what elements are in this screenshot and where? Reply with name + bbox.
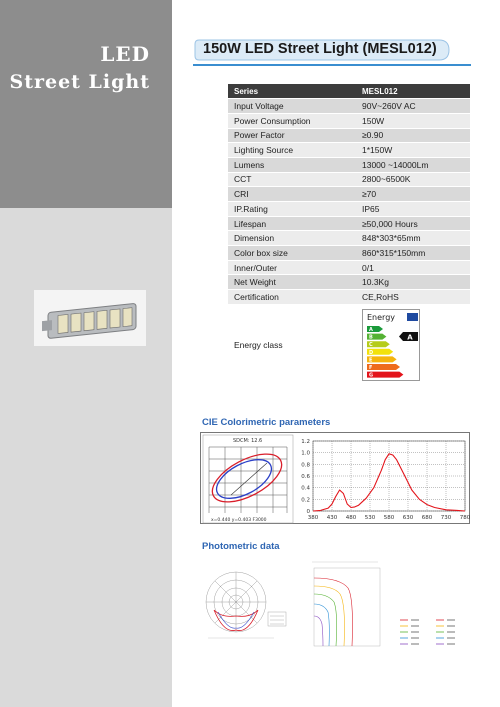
spec-row — [228, 202, 470, 217]
title-divider — [193, 64, 471, 66]
spec-key: Lifespan — [228, 216, 356, 231]
energy-class-letter: F — [369, 365, 373, 372]
spec-value: 2800~6500K — [356, 172, 470, 187]
spec-value: IP65 — [356, 202, 470, 217]
page-title-banner — [193, 38, 451, 62]
spec-row — [228, 128, 470, 143]
sidebar-panel — [0, 208, 172, 707]
spec-key: IP.Rating — [228, 202, 356, 217]
spec-value: 13000 ~14000Lm — [356, 157, 470, 172]
energy-class-letter: B — [369, 334, 373, 341]
spec-row — [228, 187, 470, 202]
spec-value: 1*150W — [356, 143, 470, 158]
spec-row — [228, 172, 470, 187]
y-tick-label: 0.8 — [301, 462, 310, 469]
spec-row — [228, 157, 470, 172]
x-tick-label: 580 — [383, 515, 395, 521]
spec-row — [228, 143, 470, 158]
spec-key: Energy class — [228, 304, 356, 386]
y-tick-label: 1.0 — [301, 450, 310, 457]
energy-label-cell — [356, 304, 470, 386]
spec-header-key: Series — [228, 84, 356, 99]
spec-key: Certification — [228, 290, 356, 305]
energy-class-letter: G — [369, 372, 374, 379]
x-tick-label: 630 — [402, 515, 414, 521]
sdcm-chart — [203, 435, 293, 523]
spec-key: Color box size — [228, 246, 356, 261]
x-tick-label: 780 — [459, 515, 471, 521]
spec-row — [228, 260, 470, 275]
spec-value: 150W — [356, 113, 470, 128]
spec-header-value: MESL012 — [356, 84, 470, 99]
spec-header-row — [228, 84, 470, 99]
eu-flag-icon — [407, 313, 418, 321]
y-tick-label: 0 — [306, 509, 310, 515]
y-tick-label: 0.2 — [301, 497, 310, 504]
spec-row — [228, 275, 470, 290]
spectrum-series-line — [313, 454, 465, 511]
isolux-diagram — [312, 562, 380, 646]
x-tick-label: 530 — [364, 515, 376, 521]
spec-value: 848*303*65mm — [356, 231, 470, 246]
spec-key: CRI — [228, 187, 356, 202]
spec-value: ≥0.90 — [356, 128, 470, 143]
spectrum-chart — [301, 439, 470, 521]
spec-row — [228, 113, 470, 128]
polar-distribution-diagram — [206, 572, 286, 638]
spec-row — [228, 99, 470, 114]
x-tick-label: 430 — [326, 515, 338, 521]
spec-key: Power Consumption — [228, 113, 356, 128]
spec-key: Input Voltage — [228, 99, 356, 114]
spec-value: 0/1 — [356, 260, 470, 275]
energy-class-letter: D — [369, 350, 374, 357]
photometric-section-title: Photometric data — [202, 541, 280, 552]
product-photo — [34, 290, 146, 346]
sdcm-label: SDCM: 12.6 — [233, 438, 263, 444]
spec-key: CCT — [228, 172, 356, 187]
spec-value: 90V~260V AC — [356, 99, 470, 114]
spec-value: 10.3Kg — [356, 275, 470, 290]
energy-word: Energy — [367, 313, 396, 323]
cie-section-title: CIE Colorimetric parameters — [202, 417, 331, 428]
spec-row — [228, 231, 470, 246]
spec-row — [228, 216, 470, 231]
cie-panel — [200, 432, 470, 524]
sdcm-coordinates: x=0.440 y=0.403 F3000 — [211, 518, 267, 523]
photometric-panel — [200, 556, 470, 656]
spec-row-energy — [228, 304, 470, 386]
energy-rating: A — [407, 333, 413, 342]
spec-value: 860*315*150mm — [356, 246, 470, 261]
category-title-line1: LED — [100, 42, 150, 66]
y-tick-label: 0.6 — [301, 474, 310, 480]
y-tick-label: 0.4 — [301, 485, 310, 492]
spec-table — [228, 84, 470, 387]
energy-class-letter: E — [369, 357, 373, 364]
page-title: 150W LED Street Light (MESL012) — [203, 41, 437, 57]
spec-key: Power Factor — [228, 128, 356, 143]
x-tick-label: 730 — [440, 515, 452, 521]
category-title-line2: Street Light — [9, 71, 150, 93]
spec-key: Dimension — [228, 231, 356, 246]
x-tick-label: 480 — [345, 515, 357, 521]
spec-row — [228, 290, 470, 305]
spec-value: ≥50,000 Hours — [356, 216, 470, 231]
energy-rating-arrow — [399, 332, 418, 342]
y-tick-label: 1.2 — [301, 439, 310, 445]
energy-label — [362, 309, 420, 381]
spec-key: Lighting Source — [228, 143, 356, 158]
isolux-legend — [400, 619, 455, 645]
spec-value: CE,RoHS — [356, 290, 470, 305]
x-tick-label: 380 — [307, 515, 319, 521]
category-title — [9, 40, 150, 96]
spec-key: Inner/Outer — [228, 260, 356, 275]
spec-key: Net Weight — [228, 275, 356, 290]
energy-class-letter: C — [369, 342, 373, 349]
spec-key: Lumens — [228, 157, 356, 172]
x-tick-label: 680 — [421, 515, 433, 521]
spec-value: ≥70 — [356, 187, 470, 202]
spec-row — [228, 246, 470, 261]
sidebar-header-panel — [0, 0, 172, 208]
energy-class-letter: A — [369, 327, 373, 334]
